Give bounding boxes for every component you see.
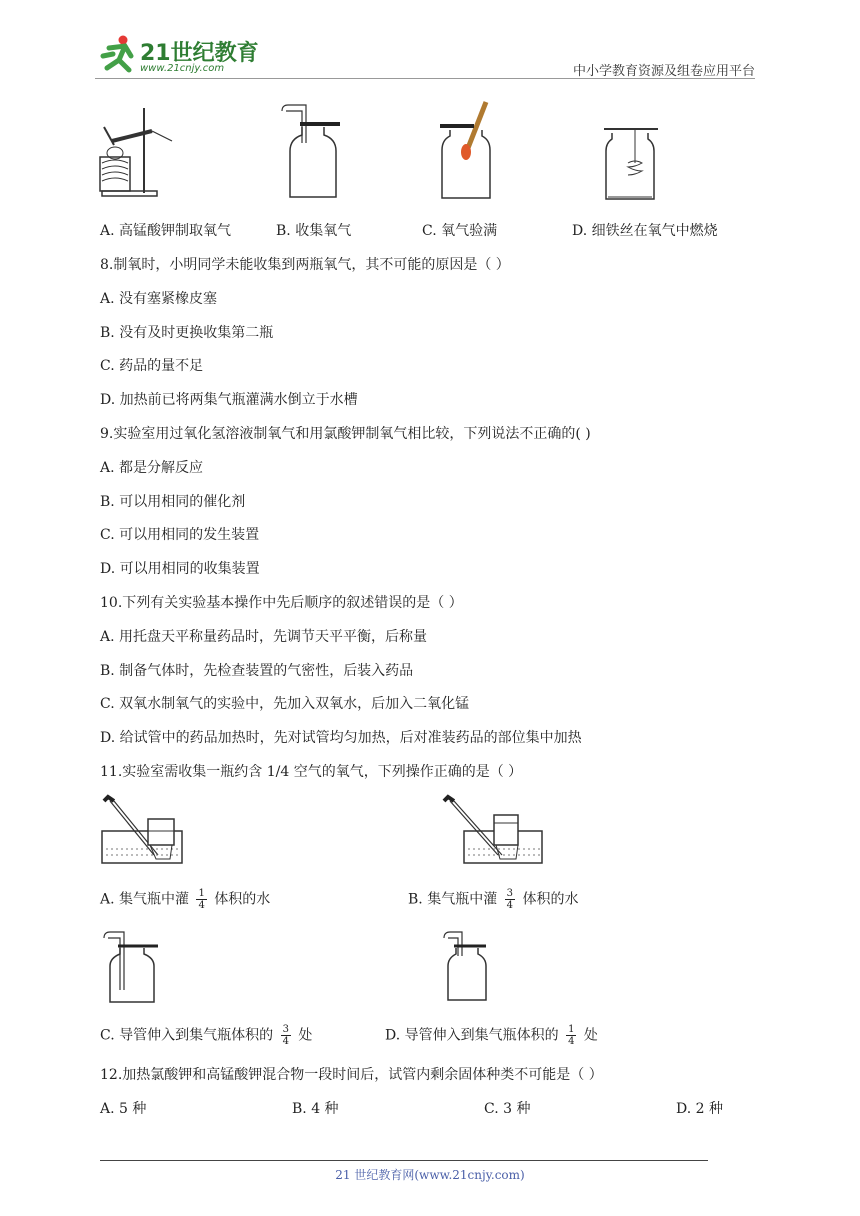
fraction [505,888,515,911]
fraction-numerator: 1 [568,1024,575,1035]
fraction-numerator: 1 [198,888,205,899]
logo-url: www.21cnjy.com [140,63,225,74]
q8-option-b: B. 没有及时更换收集第二瓶 [100,325,274,341]
bottle-tube-3-4-figure [100,930,165,1005]
q11-option-b [408,888,578,911]
iron-wire-burning-figure [602,125,662,205]
q10-option-c: C. 双氧水制氧气的实验中，先加入双氧水，后加入二氧化锰 [100,696,470,712]
q10-stem: 10.下列有关实验基本操作中先后顺序的叙述错误的是（ ） [100,595,463,611]
q9-option-a: A. 都是分解反应 [100,460,204,476]
q11-option-c [100,1024,312,1047]
water-trough-3-4-figure [440,795,545,867]
q7-option-a: A. 高锰酸钾制取氧气 [100,223,232,239]
q12-option-c: C. 3 种 [484,1101,531,1117]
fraction [196,888,206,911]
q8-stem: 8.制氧时，小明同学未能收集到两瓶氧气，其不可能的原因是（ ） [100,257,510,273]
gas-bottle-collect-figure [278,103,348,203]
oxygen-full-test-figure [438,100,498,204]
q9-option-b: B. 可以用相同的催化剂 [100,494,246,510]
fraction-denominator: 4 [198,900,205,911]
q11-stem: 11.实验室需收集一瓶约含 1/4 空气的氧气，下列操作正确的是（ ） [100,764,523,780]
q10-option-b: B. 制备气体时，先检查装置的气密性，后装入药品 [100,663,414,679]
fraction-numerator: 3 [282,1024,289,1035]
q12-option-b: B. 4 种 [292,1101,339,1117]
q11-a-text: A. 集气瓶中灌 [100,891,190,908]
q9-option-d: D. 可以用相同的收集装置 [100,561,260,577]
q12-option-a: A. 5 种 [100,1101,147,1117]
q9-stem: 9.实验室用过氧化氢溶液制氧气和用氯酸钾制氧气相比较，下列说法不正确的( ) [100,426,591,442]
bottle-tube-1-4-figure [440,930,495,1002]
q11-option-a [100,888,270,911]
q8-option-a: A. 没有塞紧橡皮塞 [100,291,218,307]
q7-option-b: B. 收集氧气 [276,223,352,239]
q8-option-d: D. 加热前已将两集气瓶灌满水倒立于水槽 [100,392,358,408]
kmno4-apparatus-figure [100,105,180,200]
q10-option-a: A. 用托盘天平称量药品时，先调节天平平衡，后称量 [100,629,428,645]
q11-option-d [385,1024,598,1047]
q11-a-suffix: 体积的水 [214,891,271,908]
q10-option-d: D. 给试管中的药品加热时，先对试管均匀加热，后对准装药品的部位集中加热 [100,730,582,746]
q7-option-d: D. 细铁丝在氧气中燃烧 [572,223,718,239]
fraction-denominator: 4 [506,900,514,911]
q11-c-suffix: 处 [298,1027,313,1044]
q11-b-suffix: 体积的水 [522,891,579,908]
footer-link[interactable]: 21 世纪教育网(www.21cnjy.com) [335,1168,525,1182]
q8-option-c: C. 药品的量不足 [100,358,204,374]
fraction [281,1024,291,1047]
fraction-numerator: 3 [506,888,514,899]
q11-d-text: D. 导管伸入到集气瓶体积的 [385,1027,559,1044]
logo-text: 21世纪教育 [140,41,259,66]
header-platform-name: 中小学教育资源及组卷应用平台 [572,64,755,79]
header-divider [95,78,755,79]
fraction-denominator: 4 [282,1036,289,1047]
q12-stem: 12.加热氯酸钾和高锰酸钾混合物一段时间后，试管内剩余固体种类不可能是（ ） [100,1067,603,1083]
fraction [566,1024,576,1047]
q11-b-text: B. 集气瓶中灌 [408,891,498,908]
q7-option-c: C. 氧气验满 [422,223,498,239]
q9-option-c: C. 可以用相同的发生装置 [100,527,260,543]
runner-icon [95,34,139,76]
q12-option-d: D. 2 种 [676,1101,723,1117]
q11-c-text: C. 导管伸入到集气瓶体积的 [100,1027,274,1044]
footer-divider [100,1160,708,1161]
q11-d-suffix: 处 [583,1027,598,1044]
fraction-denominator: 4 [568,1036,575,1047]
water-trough-1-4-figure [100,795,185,867]
